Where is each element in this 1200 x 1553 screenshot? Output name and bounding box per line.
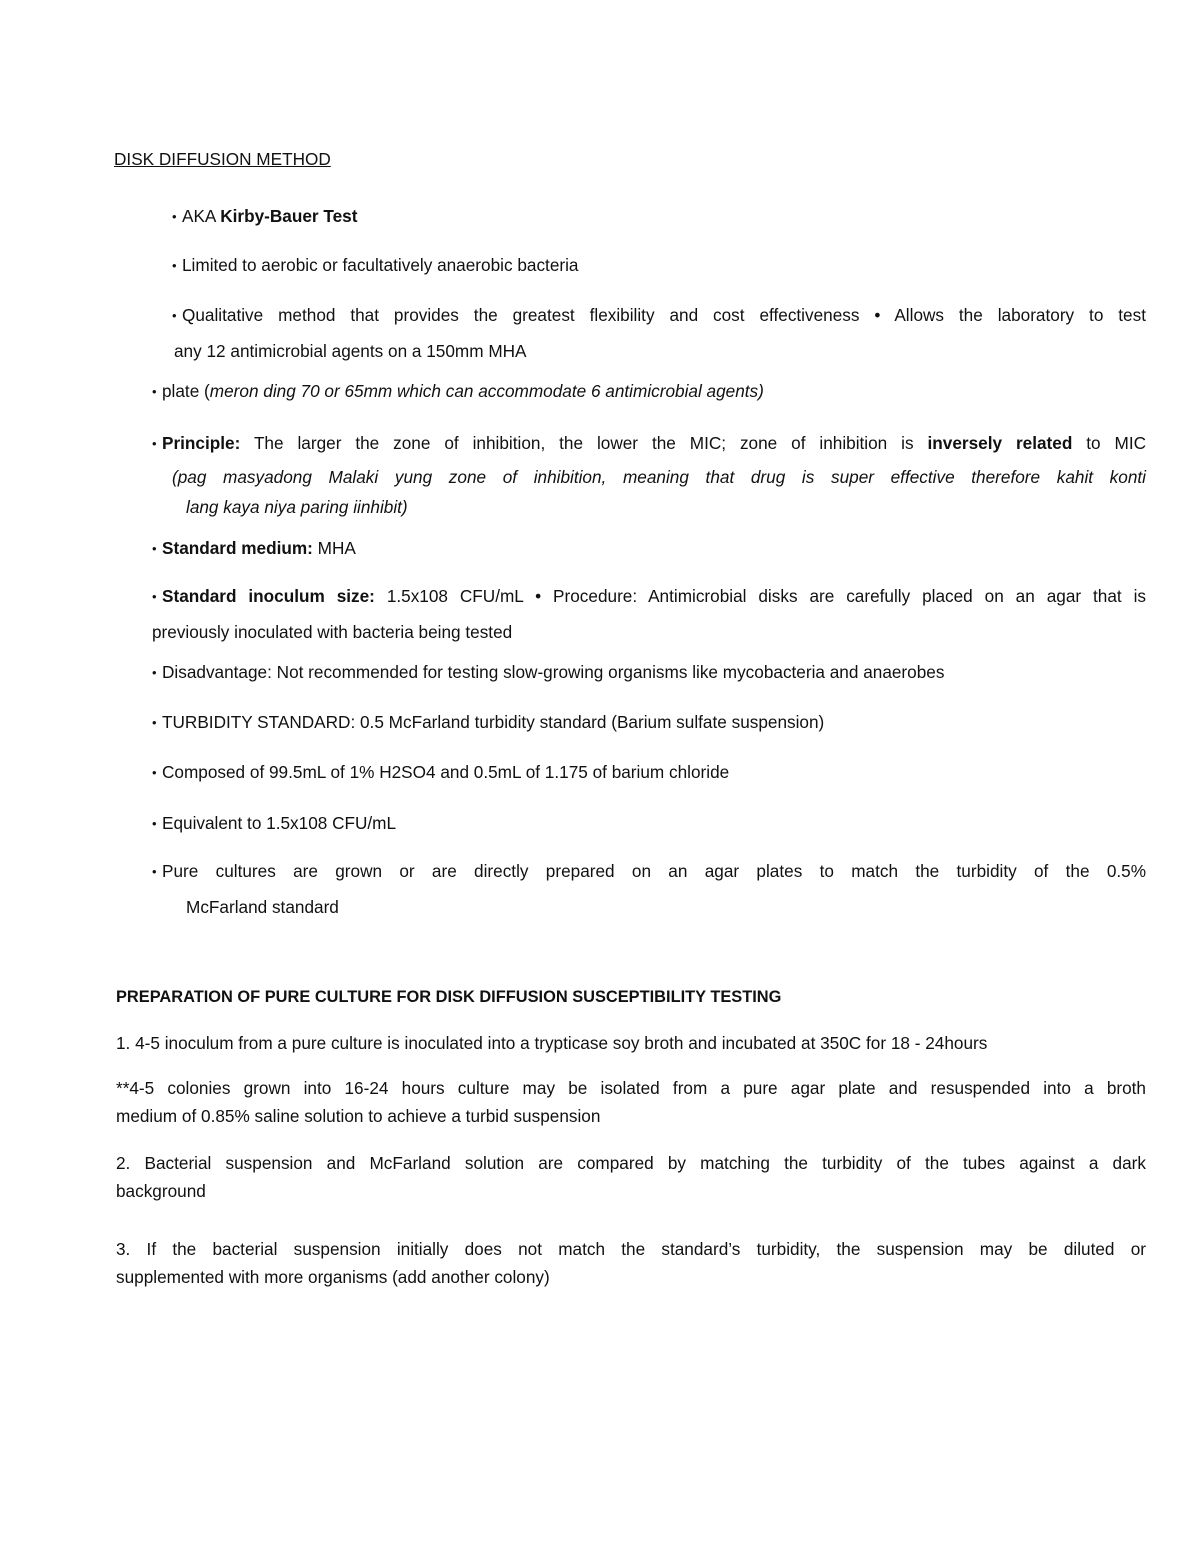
inoculum-size-cont: previously inoculated with bacteria being tested: [152, 622, 513, 642]
bullet-icon: •: [152, 665, 157, 680]
bullet-icon: •: [152, 436, 157, 451]
page-title: DISK DIFFUSION METHOD: [114, 149, 331, 169]
principle-note-2: lang kaya niya paring iinhibit): [186, 497, 408, 517]
bullet-icon: •: [152, 715, 157, 730]
bullet-principle: • Principle: The larger the zone of inhibition, the lower the MIC; zone of inhibition is inversely related to MIC: [152, 433, 1147, 453]
step-1: 1. 4-5 inoculum from a pure culture is inoculated into a trypticase soy broth and incubated at 350C for 18 - 24hours: [116, 1033, 988, 1053]
bullet-icon: •: [152, 541, 157, 556]
note-colonies-1: **4-5 colonies grown into 16-24 hours culture may be isolated from a pure agar plate and resuspended into a broth: [116, 1078, 1146, 1098]
bullet-qualitative-cont: any 12 antimicrobial agents on a 150mm MHA: [174, 341, 527, 361]
bullet-pure-cultures: • Pure cultures are grown or are directly prepared on an agar plates to match the turbidity of the 0.5%: [152, 861, 1146, 881]
bullet-composed: • Composed of 99.5mL of 1% H2SO4 and 0.5mL of 1.175 of barium chloride: [152, 762, 730, 782]
bullet-turbidity-standard: • TURBIDITY STANDARD: 0.5 McFarland turbidity standard (Barium sulfate suspension): [152, 712, 825, 732]
bullet-qualitative: • Qualitative method that provides the greatest flexibility and cost effectiveness • Allows the laboratory to test: [172, 305, 1146, 325]
step-3: 3. If the bacterial suspension initially does not match the standard’s turbidity, the suspension may be diluted or: [116, 1239, 1146, 1259]
bullet-equivalent: • Equivalent to 1.5x108 CFU/mL: [152, 813, 397, 833]
bullet-standard-medium: • Standard medium: MHA: [152, 538, 356, 558]
bullet-icon: •: [172, 258, 177, 273]
bullet-disadvantage: • Disadvantage: Not recommended for testing slow-growing organisms like mycobacteria and anaerobes: [152, 662, 945, 682]
principle-note-1: (pag masyadong Malaki yung zone of inhibition, meaning that drug is super effective therefore kahit konti: [172, 467, 1146, 487]
bullet-icon: •: [172, 308, 177, 323]
bullet-aka: • AKA Kirby-Bauer Test: [172, 206, 358, 226]
step-3-cont: supplemented with more organisms (add another colony): [116, 1267, 550, 1287]
section-heading: PREPARATION OF PURE CULTURE FOR DISK DIFFUSION SUSCEPTIBILITY TESTING: [116, 988, 782, 1006]
bullet-icon: •: [152, 816, 157, 831]
bullet-icon: •: [152, 765, 157, 780]
bullet-inoculum-size: • Standard inoculum size: 1.5x108 CFU/mL • Procedure: Antimicrobial disks are carefully placed on an agar that is: [152, 586, 1146, 606]
bullet-limited: • Limited to aerobic or facultatively anaerobic bacteria: [172, 255, 579, 275]
bullet-icon: •: [152, 864, 157, 879]
bullet-plate: • plate (meron ding 70 or 65mm which can accommodate 6 antimicrobial agents): [152, 381, 764, 401]
bullet-icon: •: [172, 209, 177, 224]
note-colonies-2: medium of 0.85% saline solution to achieve a turbid suspension: [116, 1106, 601, 1126]
pure-cultures-cont: McFarland standard: [186, 897, 339, 917]
bullet-icon: •: [152, 384, 157, 399]
step-2: 2. Bacterial suspension and McFarland solution are compared by matching the turbidity of the tubes against a dark: [116, 1153, 1146, 1173]
bullet-icon: •: [152, 589, 157, 604]
step-2-cont: background: [116, 1181, 206, 1201]
